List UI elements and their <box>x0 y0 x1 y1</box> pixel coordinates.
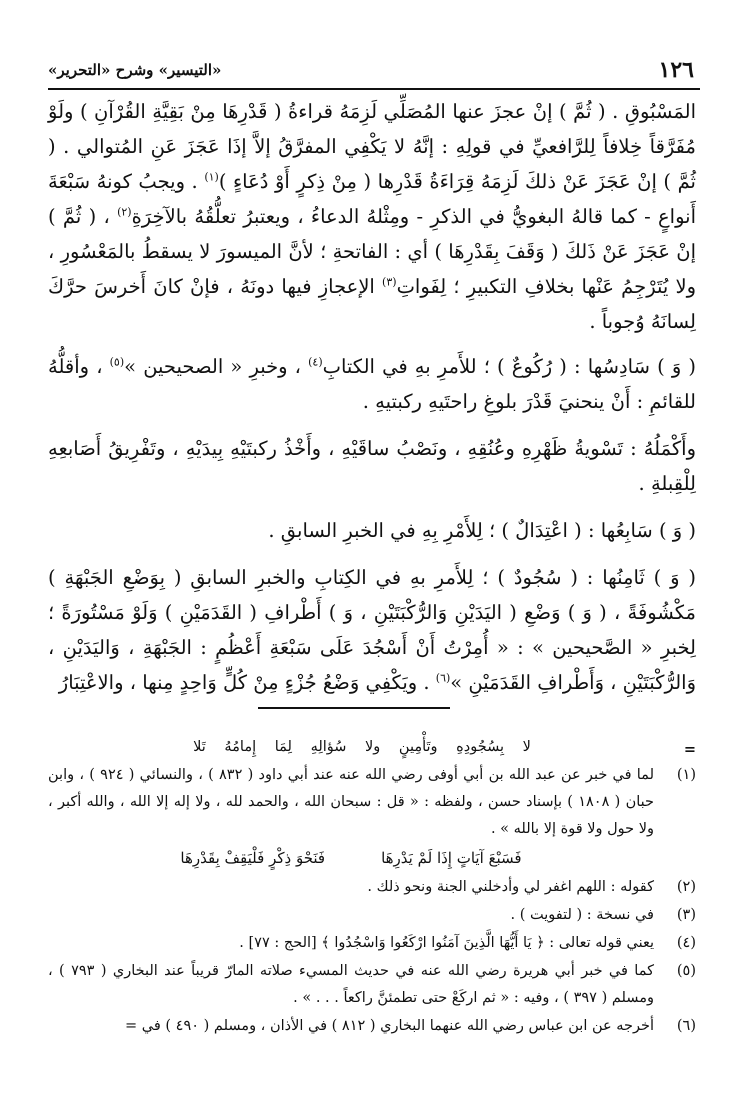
footnote-ref-5[interactable]: (٥) <box>109 355 125 369</box>
verse-hemistich-1: فَسَبْعَ آيَاتٍ إِذَا لَمْ يَدْرِهَا <box>381 849 522 867</box>
paragraph-5 <box>48 560 696 700</box>
paragraph-5-text-a: ( وَ ) ثَامِنُها : ( سُجُودٌ ) ؛ لِلأَمرِ بهِ في الكِتابِ والخبرِ السابقِ ( بِوَضْعِ الجَبْهَةِ ) مَكْشُوفَةً ، ( وَ ) وَضْعِ ( اليَدَيْنِ وَالرُّكْبَتَيْنِ ، وَ ) أَطْرافِ ( القَدَمَيْنِ ) وَلَوْ مَسْتُورَةً ؛ لِخبرِ « الصَّحيحين » : « أُمِرْتُ أَنْ أَسْجُدَ عَلَى سَبْعَةِ أَعْظُمٍ : الجَبْهَةِ ، وَاليَدَيْنِ ، وَالرُّكْبَتَيْنِ ، وَأَطْرافِ القَدَمَيْنِ » <box>48 566 696 694</box>
footnote-number: (١) <box>676 767 696 783</box>
continuation-verse: لا بِسُجُودِهِ وتَأْمِينٍ ولا سُؤالِهِ لِمَا إِمامُهُ تَلا <box>193 739 531 755</box>
footnote-ref-3[interactable]: (٣) <box>382 275 397 289</box>
footnote-ref-2[interactable]: (٢) <box>117 205 132 219</box>
footnote-text: في نسخة : ( لتفويت ) . <box>510 907 654 923</box>
footnote-5 <box>48 958 696 1012</box>
paragraph-1-text-b: . ويجبُ كونهُ سَبْعَةَ أَنواعٍ - كما قالهُ البغويُّ في الذكرِ - ومِثْلهُ الدعاءُ ، ويعتبرُ تعلُّقُهُ بالآخِرَةِ <box>48 170 696 228</box>
footnote-continuation <box>48 732 696 762</box>
footnote-number: (٤) <box>676 935 696 951</box>
footnote-6 <box>48 1013 696 1040</box>
paragraph-5-text-b: . ويَكْفِي وَضْعُ جُزْءٍ مِنْ كُلٍّ وَاحِدٍ مِنها ، والاعْتِبَارُ <box>58 671 436 694</box>
footnote-ref-6[interactable]: (٦) <box>435 671 451 685</box>
running-title: «التيسير» وشرح «التحرير» <box>48 61 222 79</box>
paragraph-1-text-c: ، ( ثُمَّ ) إنْ عَجَزَ عَنْ ذَلكَ ( وَقَفَ بِقَدْرِهَا ) أي : الفاتحةِ ؛ لأنَّ الميسورَ لا يسقطُ بالمَعْسُورِ ، ولا يُتَرْجِمُ عَنْها بخلافِ التكبيرِ ؛ لِفَواتِ <box>48 205 696 298</box>
footnote-text: يعني قوله تعالى : ﴿ يَا أَيُّهَا الَّذِينَ آمَنُوا ارْكَعُوا وَاسْجُدُوا ﴾ [الحج : ٧٧] . <box>239 935 654 951</box>
footnote-number: (٥) <box>676 963 696 979</box>
footnote-text: لما في خبر عن عبد الله بن أبي أوفى رضي الله عنه عند أبي داود ( ٨٣٢ ) ، والنسائي ( ٩٢٤ ) ، وابن حبان ( ١٨٠٨ ) بإسناد حسن ، ولفظه : « قل : سبحان الله ، والحمد لله ، ولا إله إلا الله ، والله أكبر ، ولا حول ولا قوة إلا بالله » . <box>48 767 655 837</box>
footnote-text: كما في خبر أبي هريرة رضي الله عنه في حديث المسيء صلاته المارّ قريباً عند البخاري ( ٧٩٣ ) ، ومسلم ( ٣٩٧ ) ، وفيه : « ثم اركَعْ حتى تطمئنَّ راكعاً . . . » . <box>48 963 654 1006</box>
paragraph-1-text-d: الإعجازِ فيها دونَهُ ، فإنْ كانَ أَخرسَ حرَّكَ لِسانَهُ وُجوباً . <box>48 275 696 333</box>
footnote-1 <box>48 762 696 843</box>
footnote-text: كقوله : اللهم اغفر لي وأدخلني الجنة ونحو ذلك . <box>367 879 654 895</box>
page-header <box>48 52 694 88</box>
footnotes <box>48 732 696 1041</box>
footnote-verse <box>48 845 696 872</box>
paragraph-3-text: وأَكْمَلُهُ : تَسْويةُ ظَهْرِهِ وعُنُقِهِ ، ونَصْبُ ساقَيْهِ ، وأَخْذُ ركبتَيْهِ بِيدَيْهِ ، وتَفْرِيقُ أَصَابعِهِ لِلْقِبلةِ . <box>48 437 696 495</box>
footnote-4 <box>48 930 696 957</box>
footnote-text: أخرجه عن ابن عباس رضي الله عنهما البخاري ( ٨١٢ ) في الأذان ، ومسلم ( ٤٩٠ ) في = <box>125 1018 654 1034</box>
verse-hemistich-2: فَنَحْوَ ذِكْرٍ فَلْيَقِفْ بِقَدْرِهَا <box>180 849 326 867</box>
footnote-number: (٢) <box>676 879 696 895</box>
paragraph-3 <box>48 431 696 501</box>
paragraph-1 <box>48 94 696 339</box>
paragraph-2 <box>48 349 696 419</box>
main-text <box>48 94 696 712</box>
footnote-ref-4[interactable]: (٤) <box>308 355 323 369</box>
paragraph-2-text-a: ( وَ ) سَادِسُها : ( رُكُوعٌ ) ؛ للأَمرِ بهِ في الكتابِ <box>322 355 696 378</box>
paragraph-4 <box>48 513 696 548</box>
header-rule <box>48 88 700 90</box>
footnote-3 <box>48 902 696 929</box>
paragraph-4-text: ( وَ ) سَابِعُها : ( اعْتِدَالٌ ) ؛ لِلأَمْرِ بِهِ في الخبرِ السابقِ . <box>268 519 696 542</box>
paragraph-1-text-a: المَسْبُوقِ . ( ثُمَّ ) إنْ عجزَ عنها المُصَلِّي لَزِمَهُ قراءةُ ( قَدْرِهَا مِنْ بَقِيَّةِ القُرْآنِ ) ولَوْ مُفَرَّقاً خِلافاً لِلرَّافعيِّ في قولِهِ : إنَّهُ لا يَكْفِي المفرَّقُ إلاَّ إذَا عَجَزَ عَنِ المُتوالي . ( ثُمَّ ) إنْ عَجَزَ عَنْ ذلكَ لَزِمَهُ قِرَاءَةُ قَدْرِها ( مِنْ ذِكرٍ أَوْ دُعَاءٍ ) <box>48 100 696 193</box>
continuation-mark: = <box>683 741 696 758</box>
footnote-ref-1[interactable]: (١) <box>204 170 219 184</box>
page-number: ١٢٦ <box>658 57 694 83</box>
footnote-2 <box>48 874 696 901</box>
paragraph-2-text-b: ، وخبرِ « الصحيحين » <box>124 355 309 378</box>
footnote-separator <box>258 707 450 709</box>
footnote-number: (٦) <box>676 1018 696 1034</box>
paragraph-2-text-c: ، وأقلُّهُ للقائمِ : أَنْ ينحنيَ قَدْرَ بلوغِ راحتَيهِ ركبتيهِ . <box>48 355 696 413</box>
footnote-number: (٣) <box>676 907 696 923</box>
